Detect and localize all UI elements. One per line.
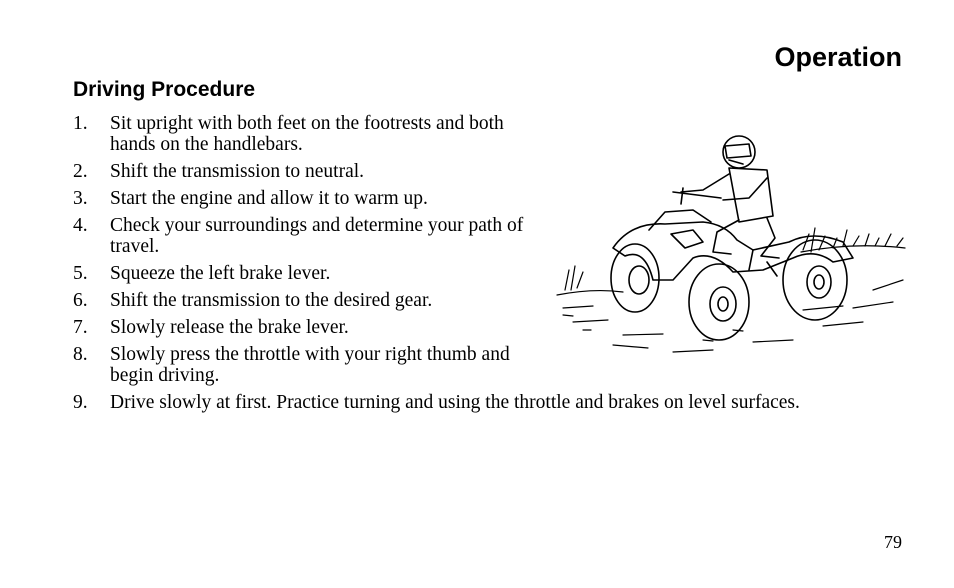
- step-text: Slowly press the throttle with your right thumb and begin driving.: [110, 344, 510, 386]
- step-text: Start the engine and allow it to warm up.: [110, 188, 428, 209]
- step-text: Shift the transmission to the desired gear.: [110, 290, 433, 311]
- step-text: Squeeze the left brake lever.: [110, 263, 331, 284]
- step-number: 5.: [73, 263, 88, 284]
- step-text: Slowly release the brake lever.: [110, 317, 349, 338]
- step-number: 8.: [73, 344, 88, 365]
- chapter-title: Operation: [774, 42, 902, 72]
- page-number: 79: [884, 532, 902, 552]
- step-text: Drive slowly at first. Practice turning and using the throttle and brakes on level surfaces.: [110, 392, 800, 413]
- step-number: 6.: [73, 290, 88, 311]
- step-number: 7.: [73, 317, 88, 338]
- step-text: Sit upright with both feet on the footrests and both hands on the handlebars.: [110, 113, 504, 155]
- step-number: 4.: [73, 215, 88, 236]
- section-heading: Driving Procedure: [73, 78, 256, 101]
- step-number: 9.: [73, 392, 88, 413]
- step-item: [73, 392, 910, 413]
- step-text: Shift the transmission to neutral.: [110, 161, 365, 182]
- atv-rider-illustration: [553, 130, 907, 362]
- step-number: 3.: [73, 188, 88, 209]
- step-text: Check your surroundings and determine your path of travel.: [110, 215, 524, 257]
- ground-lines: [557, 280, 903, 352]
- step-number: 2.: [73, 161, 88, 182]
- step-number: 1.: [73, 113, 88, 134]
